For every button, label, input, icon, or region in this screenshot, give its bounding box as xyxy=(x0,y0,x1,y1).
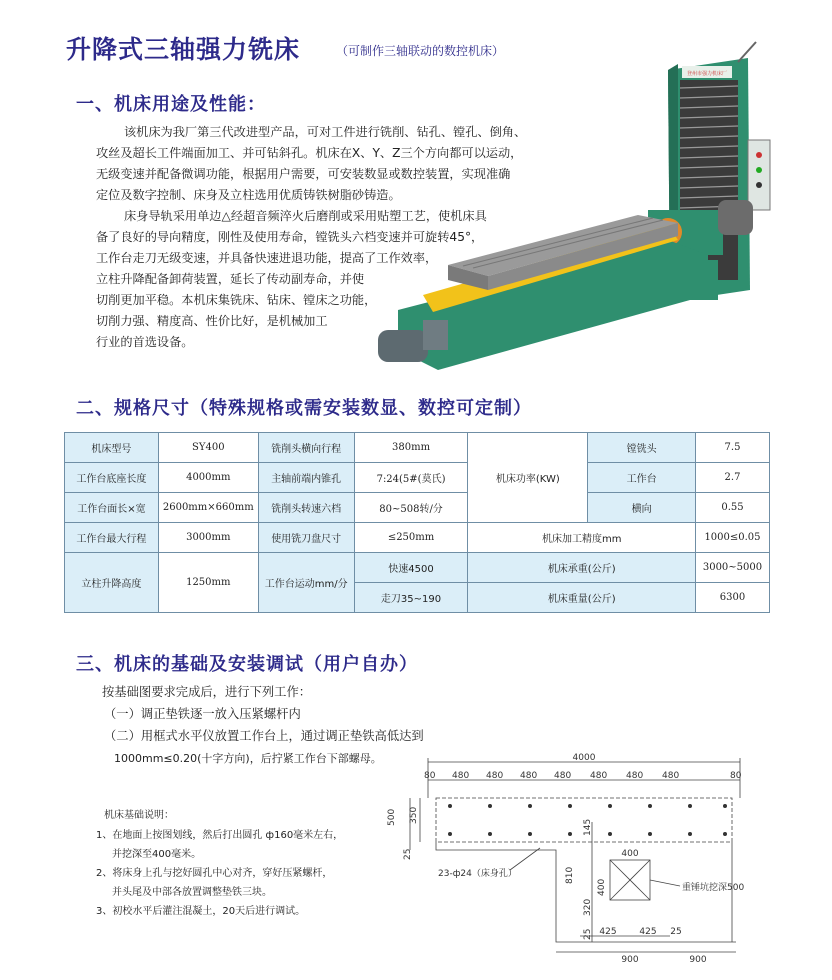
spec-table xyxy=(64,432,770,613)
dim-top-4: 480 xyxy=(520,771,538,781)
dim-left-500: 500 xyxy=(387,808,397,826)
machine-nameplate: 登州市强力机床厂 xyxy=(686,71,728,77)
table-cell: 2.7 xyxy=(695,463,769,493)
table-cell: 机床加工精度mm xyxy=(468,523,696,553)
table-cell: ≤250mm xyxy=(354,523,468,553)
table-cell: 机床型号 xyxy=(65,433,159,463)
table-cell: 铣削头转速六档 xyxy=(258,493,354,523)
dim-left-25: 25 xyxy=(403,848,413,860)
table-cell: 走刀35~190 xyxy=(354,583,468,613)
section1-line-1: 该机床为我厂第三代改进型产品，可对工件进行铣削、钻孔、镗孔、倒角、 xyxy=(124,125,527,139)
section1-line-3: 无级变速并配备微调功能，根据用户需要，可安装数显或数控装置，实现准确 xyxy=(96,167,511,181)
section1-line-10: 切削力强、精度高、性价比好，是机械加工 xyxy=(96,314,328,328)
section1-line-6: 备了良好的导向精度，刚性及使用寿命，镗铣头六档变速并可旋转45°， xyxy=(96,230,484,244)
notes-title: 机床基础说明： xyxy=(104,810,174,821)
dim-left-810: 810 xyxy=(565,866,575,884)
section1-line-7: 工作台走刀无级变速，并具备快速进退功能，提高了工作效率， xyxy=(96,251,438,265)
dim-top-1: 80 xyxy=(424,771,436,781)
pit-width: 400 xyxy=(621,849,639,859)
dim-total: 4000 xyxy=(572,753,596,763)
dim-left-350: 350 xyxy=(409,806,419,824)
page-title: 升降式三轴强力铣床 xyxy=(66,35,301,64)
note-line-3: 2、将床身上孔与挖好圆孔中心对齐，穿好压紧螺杆， xyxy=(96,868,333,879)
section1-heading: 一、机床用途及性能： xyxy=(76,94,266,115)
table-cell: 机床承重(公斤) xyxy=(468,553,696,583)
table-cell: 横向 xyxy=(588,493,696,523)
section3-step1: （一）调正垫铁逐一放入压紧螺杆内 xyxy=(104,707,301,721)
table-cell: 4000mm xyxy=(158,463,258,493)
note-line-5: 3、初校水平后灌注混凝土，20天后进行调试。 xyxy=(96,906,306,917)
note-line-4: 并头尾及中部各放置调整垫铁三块。 xyxy=(112,887,272,898)
table-cell: 3000~5000 xyxy=(695,553,769,583)
table-cell: 工作台面长×宽 xyxy=(65,493,159,523)
note-line-1: 1、在地面上按图划线，然后打出圆孔 ф160毫米左右， xyxy=(96,830,344,841)
dim-top-6: 480 xyxy=(590,771,608,781)
section1-line-4: 定位及数字控制、床身及立柱选用优质铸铁树脂砂铸造。 xyxy=(96,188,401,202)
section3-heading: 三、机床的基础及安装调试（用户自办） xyxy=(76,654,418,675)
section1-line-2: 攻丝及超长工件端面加工、并可钻斜孔。机床在X、Y、Z三个方向都可以运动， xyxy=(96,146,523,160)
section3-step2: （二）用框式水平仪放置工作台上，通过调正垫铁高低达到 xyxy=(104,729,424,743)
table-cell: 快速4500 xyxy=(354,553,468,583)
table-cell: 1000≤0.05 xyxy=(695,523,769,553)
note-line-2: 并挖深至400毫米。 xyxy=(112,849,202,860)
table-cell: SY400 xyxy=(158,433,258,463)
dim-left-145: 145 xyxy=(583,818,593,836)
dim-left-25b: 25 xyxy=(583,928,593,940)
section1-line-8: 立柱升降配备卸荷装置，延长了传动副寿命，并使 xyxy=(96,272,365,286)
dim-top-5: 480 xyxy=(554,771,572,781)
table-cell: 机床重量(公斤) xyxy=(468,583,696,613)
foundation-drawing xyxy=(380,752,780,962)
pit-height: 400 xyxy=(597,878,607,896)
table-cell: 1250mm xyxy=(158,553,258,613)
table-cell: 3000mm xyxy=(158,523,258,553)
section3-step2b: 1000mm≤0.20(十字方向)，后拧紧工作台下部螺母。 xyxy=(114,752,382,765)
dim-bottom-1: 425 xyxy=(599,927,617,937)
table-cell: 380mm xyxy=(354,433,468,463)
table-cell: 工作台 xyxy=(588,463,696,493)
dim-bottom-2: 425 xyxy=(639,927,657,937)
table-cell: 7:24(5#(莫氏) xyxy=(354,463,468,493)
table-cell: 工作台最大行程 xyxy=(65,523,159,553)
milling-machine-photo xyxy=(378,40,778,370)
section2-heading: 二、规格尺寸（特殊规格或需安装数显、数控可定制） xyxy=(76,398,532,419)
table-row xyxy=(65,553,770,583)
table-cell: 6300 xyxy=(695,583,769,613)
dim-top-7: 480 xyxy=(626,771,644,781)
dim-top-2: 480 xyxy=(452,771,470,781)
table-cell: 主轴前端内锥孔 xyxy=(258,463,354,493)
dim-bottom-total-1: 900 xyxy=(621,955,639,962)
section1-line-11: 行业的首选设备。 xyxy=(96,335,194,349)
dim-bottom-total-2: 900 xyxy=(689,955,707,962)
holes-label: 23-ф24（床身孔） xyxy=(438,869,517,879)
table-cell: 机床功率(KW) xyxy=(468,433,588,523)
dim-left-320: 320 xyxy=(583,898,593,916)
section3-intro: 按基础图要求完成后，进行下列工作： xyxy=(102,685,312,699)
table-cell: 工作台底座长度 xyxy=(65,463,159,493)
table-cell: 7.5 xyxy=(695,433,769,463)
dim-top-9: 80 xyxy=(730,771,742,781)
table-cell: 镗铣头 xyxy=(588,433,696,463)
table-row xyxy=(65,463,770,493)
table-row xyxy=(65,433,770,463)
table-cell: 工作台运动mm/分 xyxy=(258,553,354,613)
table-row xyxy=(65,493,770,523)
table-cell: 0.55 xyxy=(695,493,769,523)
section1-line-5: 床身导轨采用单边△经超音频淬火后磨削或采用贴塑工艺，使机床具 xyxy=(124,209,487,223)
table-cell: 立柱升降高度 xyxy=(65,553,159,613)
dim-top-3: 480 xyxy=(486,771,504,781)
page-subtitle: （可制作三轴联动的数控机床） xyxy=(336,44,505,58)
dim-bottom-3: 25 xyxy=(670,927,682,937)
table-cell: 使用铣刀盘尺寸 xyxy=(258,523,354,553)
table-cell: 80~508转/分 xyxy=(354,493,468,523)
section1-line-9: 切削更加平稳。本机床集铣床、钻床、镗床之功能， xyxy=(96,293,377,307)
dim-top-8: 480 xyxy=(662,771,680,781)
table-row xyxy=(65,523,770,553)
table-cell: 铣削头横向行程 xyxy=(258,433,354,463)
table-cell: 2600mm×660mm xyxy=(158,493,258,523)
pit-label: 重锤坑挖深500 xyxy=(682,883,745,893)
